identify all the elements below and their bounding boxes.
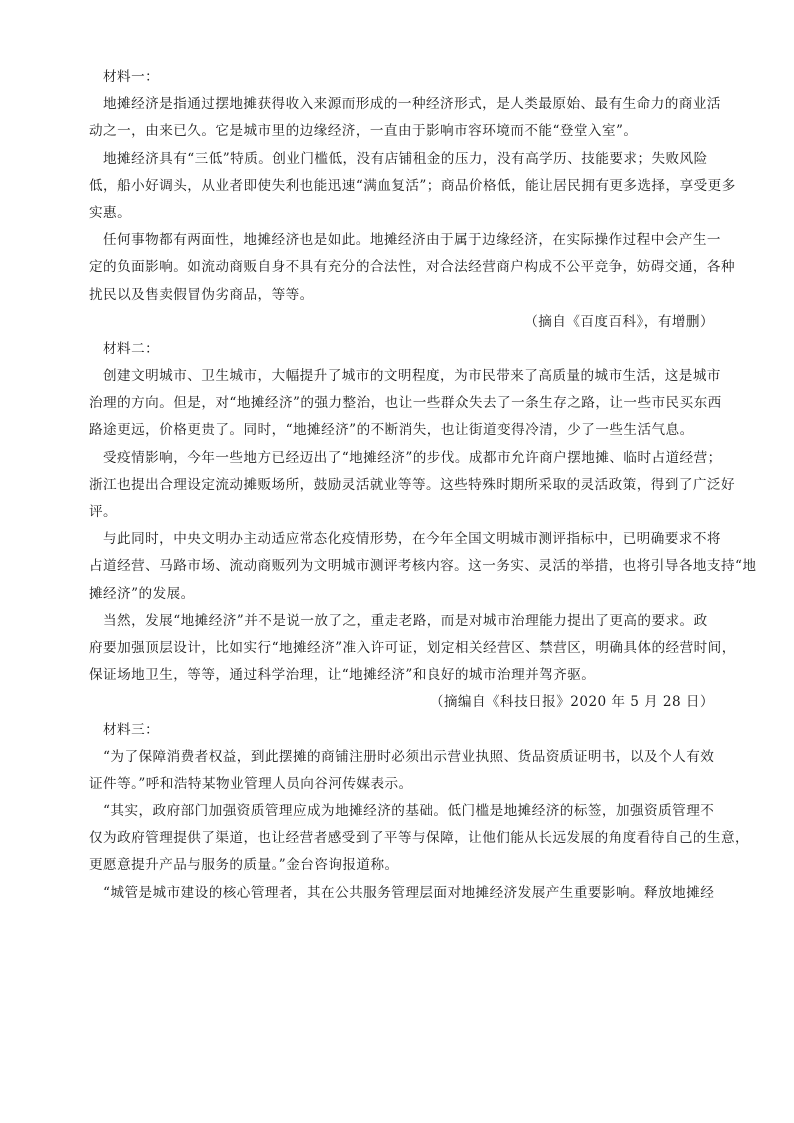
m2-p2-line3: 评。 xyxy=(89,504,118,520)
m1-p3-line3: 扰民以及售卖假冒伪劣商品，等等。 xyxy=(89,286,314,303)
m2-p1-line1: 创建文明城市、卫生城市，大幅提升了城市的文明程度，为市民带来了高质量的城市生活，这是城市 xyxy=(103,368,721,385)
material2-heading: 材料二： xyxy=(103,340,160,357)
m2-p1-line2: 治理的方向。但是，对“地摊经济”的强力整治，也让一些群众失去了一条生存之路，让一些市民买东西 xyxy=(89,395,722,412)
m2-p3-line3: 摊经济”的发展。 xyxy=(89,585,195,602)
m3-p2-line2: 仅为政府管理提供了渠道，也让经营者感受到了平等与保障，让他们能从长远发展的角度看待自己的生意， xyxy=(89,830,750,847)
m1-p3-line2: 定的负面影响。如流动商贩自身不具有充分的合法性，对合法经营商户构成不公平竞争，妨碍交通，各种 xyxy=(89,259,736,276)
m3-p2-line3: 更愿意提升产品与服务的质量。”金台咨询报道称。 xyxy=(89,857,399,874)
m3-p1-line1: “为了保障消费者权益，到此摆摊的商铺注册时必须出示营业执照、货品资质证明书，以及个人有效 xyxy=(103,748,715,765)
m2-p3-line2: 占道经营、马路市场、流动商贩列为文明城市测评考核内容。这一务实、灵活的举措，也将引导各地支持“地 xyxy=(89,558,757,575)
m3-p3-line1: “城管是城市建设的核心管理者，其在公共服务管理层面对地摊经济发展产生重要影响。释放地摊经 xyxy=(103,884,715,901)
m2-p2-line1: 受疫情影响，今年一些地方已经迈出了“地摊经济”的步伐。成都市允许商户摆地摊、临时占道经营； xyxy=(103,449,722,466)
m2-p3-line1: 与此同时，中央文明办主动适应常态化疫情形势，在今年全国文明城市测评指标中，已明确要求不将 xyxy=(103,531,721,548)
m1-p2-line2: 低，船小好调头，从业者即使失利也能迅速“满血复活”；商品价格低，能让居民拥有更多选择，享受更多 xyxy=(89,177,736,194)
material3-heading: 材料三： xyxy=(103,721,160,738)
m2-p4-line2: 府要加强顶层设计，比如实行“地摊经济”准入许可证，划定相关经营区、禁营区，明确具体的经营时间， xyxy=(89,639,736,656)
material2-source: （摘编自《科技日报》2020 年 5 月 28 日） xyxy=(429,694,714,711)
m1-p1-line2: 动之一，由来已久。它是城市里的边缘经济，一直由于影响市容环境而不能“登堂入室”。 xyxy=(89,123,638,140)
material1-heading: 材料一： xyxy=(103,69,160,85)
m2-p4-line3: 保证场地卫生，等等，通过科学治理，让“地摊经济”和良好的城市治理并驾齐驱。 xyxy=(89,667,596,684)
m2-p4-line1: 当然，发展“地摊经济”并不是说一放了之，重走老路，而是对城市治理能力提出了更高的要求。政 xyxy=(103,612,708,629)
m1-p1-line1: 地摊经济是指通过摆地摊获得收入来源而形成的一种经济形式，是人类最原始、最有生命力的商业活 xyxy=(103,96,721,113)
document-body xyxy=(89,64,757,907)
m2-p2-line2: 浙江也提出合理设定流动摊贩场所，鼓励灵活就业等等。这些特殊时期所采取的灵活政策，得到了广泛好 xyxy=(89,476,736,493)
m1-p3-line1: 任何事物都有两面性，地摊经济也是如此。地摊经济由于属于边缘经济，在实际操作过程中会产生一 xyxy=(103,232,721,249)
m3-p1-line2: 证件等。”呼和浩特某物业管理人员向谷河传媒表示。 xyxy=(89,775,413,792)
m1-p2-line1: 地摊经济具有“三低”特质。创业门槛低，没有店铺租金的压力，没有高学历、技能要求；失败风险 xyxy=(103,150,708,167)
m2-p1-line3: 路途更远，价格更贵了。同时，“地摊经济”的不断消失，也让街道变得冷清，少了一些生活气息。 xyxy=(89,422,694,439)
m1-p2-line3: 实惠。 xyxy=(89,204,132,221)
m3-p2-line1: “其实，政府部门加强资质管理应成为地摊经济的基础。低门槛是地摊经济的标签，加强资质管理不 xyxy=(103,803,715,820)
material1-source: （摘自《百度百科》，有增删） xyxy=(524,313,714,330)
